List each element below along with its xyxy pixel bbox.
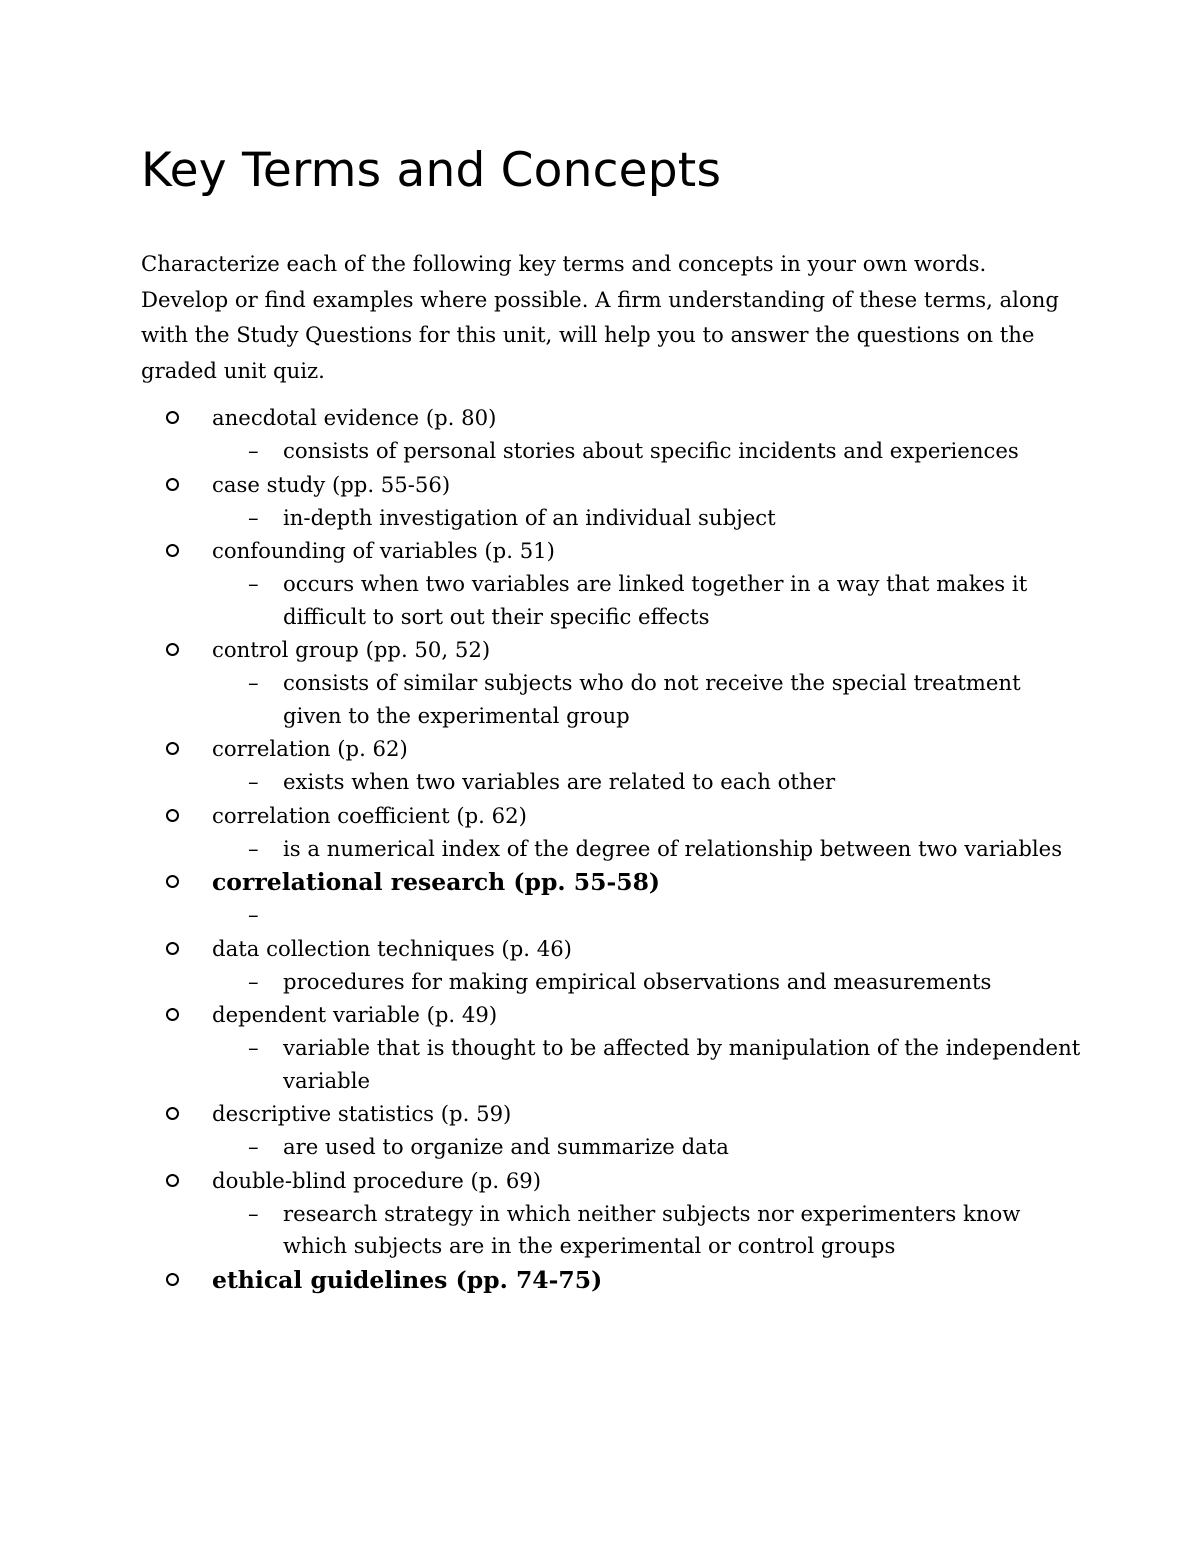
- intro-paragraph: Characterize each of the following key terms and concepts in your own words. Develop or find examples where possible. A firm understanding of these terms, along with the Study Questions for this unit, will help you to answer the questions on the graded unit quiz.: [141, 251, 1059, 383]
- hollow-circle-icon: [166, 1174, 179, 1187]
- term-item: [141, 998, 1081, 1097]
- term-label: descriptive statistics (p. 59): [212, 1101, 512, 1126]
- dash-marker: –: [248, 1035, 259, 1060]
- definition-text: variable that is thought to be affected by manipulation of the independent variable: [283, 1035, 1081, 1093]
- definition-text: in-depth investigation of an individual subject: [283, 504, 776, 530]
- term-definition: [212, 1131, 1081, 1164]
- term-label: confounding of variables (p. 51): [212, 538, 555, 563]
- term-row: [212, 1164, 1081, 1198]
- term-definition: [212, 966, 1081, 999]
- dash-marker: –: [248, 769, 259, 794]
- dash-marker: –: [248, 1134, 259, 1159]
- dash-marker: –: [248, 571, 259, 596]
- definition-text: is a numerical index of the degree of relationship between two variables: [283, 835, 1063, 861]
- hollow-circle-icon: [166, 742, 179, 755]
- term-row: [212, 865, 1081, 899]
- hollow-circle-icon: [166, 1107, 179, 1120]
- term-definition: [212, 1198, 1081, 1263]
- hollow-circle-icon: [166, 411, 179, 424]
- hollow-circle-icon: [166, 478, 179, 491]
- term-item: [141, 401, 1081, 468]
- term-row: [212, 633, 1081, 667]
- term-item: [141, 1164, 1081, 1263]
- dash-marker: –: [248, 670, 259, 695]
- hollow-circle-icon: [166, 1273, 179, 1286]
- term-label: control group (pp. 50, 52): [212, 637, 491, 662]
- term-row: [212, 998, 1081, 1032]
- key-terms-list: [141, 401, 1081, 1297]
- hollow-circle-icon: [166, 1008, 179, 1021]
- term-definition: [212, 435, 1081, 468]
- page-title: Key Terms and Concepts: [141, 143, 722, 198]
- term-definition: [212, 1032, 1081, 1097]
- hollow-circle-icon: [166, 942, 179, 955]
- term-row: [212, 1097, 1081, 1131]
- definition-text: [283, 899, 1081, 932]
- definition-text: are used to organize and summarize data: [283, 1134, 729, 1159]
- term-item: [141, 732, 1081, 799]
- term-item: [141, 865, 1081, 932]
- dash-marker: –: [248, 902, 259, 927]
- dash-marker: –: [248, 438, 259, 463]
- definition-text: consists of personal stories about specific incidents and experiences: [283, 438, 1019, 463]
- term-row: [212, 799, 1081, 833]
- term-label: correlation coefficient (p. 62): [212, 802, 527, 828]
- dash-marker: –: [248, 1200, 259, 1226]
- term-label: anecdotal evidence (p. 80): [212, 405, 497, 430]
- term-item: [141, 633, 1081, 732]
- term-label: ethical guidelines (pp. 74-75): [212, 1265, 603, 1294]
- term-label: double-blind procedure (p. 69): [212, 1167, 542, 1193]
- term-row: [212, 401, 1081, 435]
- term-item: [141, 932, 1081, 999]
- term-definition: [212, 899, 1081, 932]
- term-item: [141, 468, 1081, 535]
- definition-text: consists of similar subjects who do not receive the special treatment given to the experimental group: [283, 670, 1021, 728]
- definition-text: research strategy in which neither subjects nor experimenters know which subjects are in the experimental or control groups: [283, 1200, 1021, 1258]
- term-item: [141, 1097, 1081, 1164]
- term-item: [141, 534, 1081, 633]
- hollow-circle-icon: [166, 809, 179, 822]
- term-definition: [212, 502, 1081, 535]
- term-row: [212, 468, 1081, 502]
- dash-marker: –: [248, 968, 259, 994]
- hollow-circle-icon: [166, 875, 179, 888]
- term-row: [212, 732, 1081, 766]
- term-label: case study (pp. 55-56): [212, 471, 451, 497]
- term-label: data collection techniques (p. 46): [212, 935, 572, 961]
- dash-marker: –: [248, 504, 259, 530]
- hollow-circle-icon: [166, 643, 179, 656]
- term-definition: [212, 667, 1081, 732]
- term-definition: [212, 568, 1081, 633]
- hollow-circle-icon: [166, 544, 179, 557]
- definition-text: occurs when two variables are linked together in a way that makes it difficult to sort out their specific effects: [283, 571, 1028, 629]
- dash-marker: –: [248, 835, 259, 861]
- definition-text: procedures for making empirical observations and measurements: [283, 968, 992, 994]
- term-row: [212, 534, 1081, 568]
- term-definition: [212, 766, 1081, 799]
- term-row: [212, 1263, 1081, 1297]
- term-row: [212, 932, 1081, 966]
- term-label: correlation (p. 62): [212, 736, 408, 761]
- term-label: dependent variable (p. 49): [212, 1002, 498, 1027]
- term-definition: [212, 833, 1081, 866]
- term-item: [141, 1263, 1081, 1297]
- term-label: correlational research (pp. 55-58): [212, 868, 661, 896]
- term-item: [141, 799, 1081, 866]
- definition-text: exists when two variables are related to each other: [283, 769, 836, 794]
